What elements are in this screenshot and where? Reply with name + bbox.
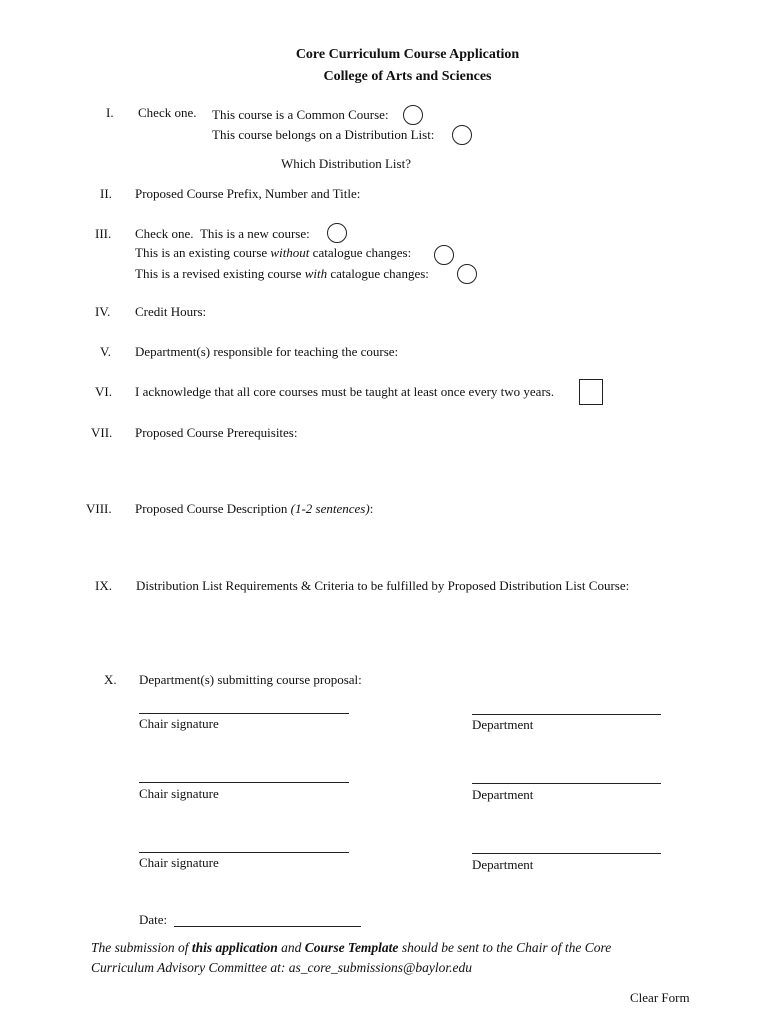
existing-course-radio[interactable] <box>434 245 454 265</box>
credit-hours-label: Credit Hours: <box>135 304 207 319</box>
section-number: I. <box>106 105 114 120</box>
department-line[interactable] <box>472 783 661 784</box>
submission-instructions: The submission of this application and Course Template should be sent to the Chair of the Core <box>91 940 612 955</box>
course-description-label: Proposed Course Description (1-2 sentences): <box>135 501 374 516</box>
department-label: Department <box>472 857 534 872</box>
which-distribution-list-label: Which Distribution List? <box>281 156 411 171</box>
new-course-label: This is a new course: <box>199 226 310 241</box>
form-title: Core Curriculum Course Application <box>295 47 520 62</box>
section-number: VI. <box>95 384 112 399</box>
date-label: Date: <box>139 912 168 927</box>
section-label <box>135 226 310 242</box>
chair-signature-line[interactable] <box>139 852 349 853</box>
distribution-list-label: This course belongs on a Distribution List: <box>212 127 435 142</box>
section-number: II. <box>100 186 112 201</box>
chair-signature-label: Chair signature <box>139 786 219 801</box>
department-line[interactable] <box>472 853 661 854</box>
acknowledge-checkbox[interactable] <box>579 379 603 405</box>
section-number: IV. <box>95 304 111 319</box>
section-number: V. <box>100 344 111 359</box>
revised-course-radio[interactable] <box>457 264 477 284</box>
section-number: III. <box>95 226 112 241</box>
common-course-radio[interactable] <box>403 105 423 125</box>
chair-signature-line[interactable] <box>139 782 349 783</box>
submitting-department-label: Department(s) submitting course proposal: <box>139 672 362 687</box>
section-number: VII. <box>91 425 113 440</box>
date-line[interactable] <box>174 926 361 927</box>
common-course-label: This course is a Common Course: <box>212 107 389 122</box>
department-line[interactable] <box>472 714 661 715</box>
chair-signature-label: Chair signature <box>139 855 219 870</box>
course-description-hint: (1-2 sentences) <box>290 501 370 516</box>
clear-form-button[interactable]: Clear Form <box>630 990 690 1005</box>
section-number: X. <box>104 672 117 687</box>
prerequisites-label: Proposed Course Prerequisites: <box>135 425 298 440</box>
chair-signature-label: Chair signature <box>139 716 219 731</box>
distribution-requirements-label: Distribution List Requirements & Criteria to be fulfilled by Proposed Distribution List Course: <box>136 578 630 593</box>
department-responsible-label: Department(s) responsible for teaching the course: <box>135 344 399 359</box>
section-number: VIII. <box>86 501 112 516</box>
course-prefix-label: Proposed Course Prefix, Number and Title: <box>135 186 361 201</box>
section-label: Check one. <box>138 105 197 120</box>
revised-course-label: This is a revised existing course with catalogue changes: <box>135 266 429 281</box>
check-one-label: Check one. <box>135 226 194 241</box>
acknowledge-label: I acknowledge that all core courses must be taught at least once every two years. <box>135 384 555 399</box>
department-label: Department <box>472 787 534 802</box>
submission-email-line: Curriculum Advisory Committee at: as_core_submissions@baylor.edu <box>91 960 473 975</box>
new-course-radio[interactable] <box>327 223 347 243</box>
section-number: IX. <box>95 578 112 593</box>
distribution-list-radio[interactable] <box>452 125 472 145</box>
existing-course-label: This is an existing course without catalogue changes: <box>135 245 412 260</box>
department-label: Department <box>472 717 534 732</box>
chair-signature-line[interactable] <box>139 713 349 714</box>
form-subtitle: College of Arts and Sciences <box>323 69 492 84</box>
